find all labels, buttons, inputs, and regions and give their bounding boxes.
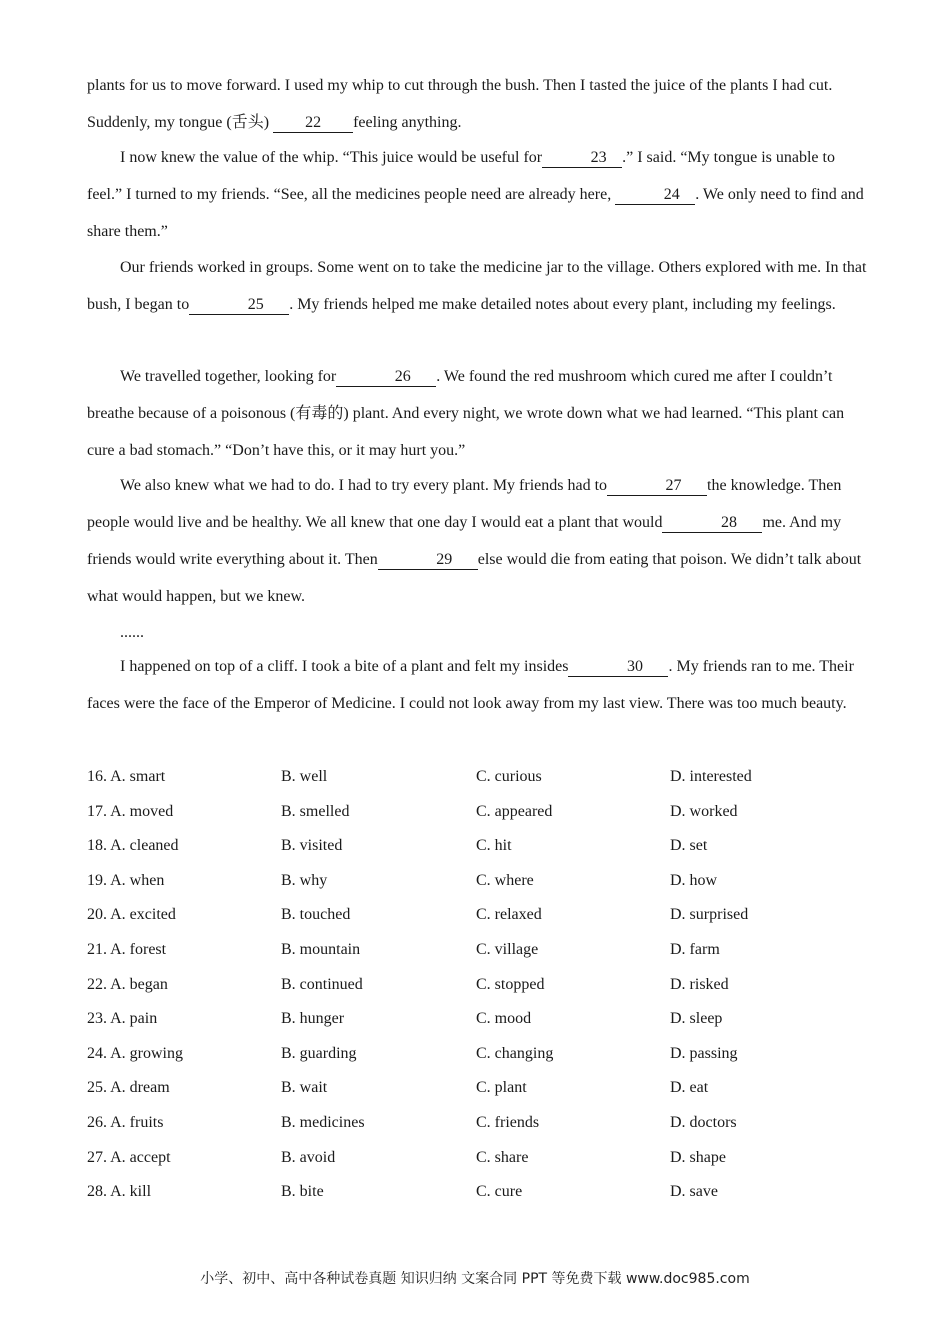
passage-text: . We found the red mushroom which cured me after I couldn’t breathe because of a poisonous (有毒的) plant. And every night, we wrote down what we had learned. “This plant can cure a bad stomach.” “Don’t have this, or it may hurt you.” <box>87 368 845 459</box>
option-c: C. where <box>476 871 534 889</box>
passage-text: me. And my friends would write everything about it. Then <box>87 514 842 568</box>
passage-paragraph-3 <box>87 249 867 323</box>
option-b: B. bite <box>281 1183 324 1201</box>
passage-text: . My friends ran to me. Their faces were the face of the Emperor of Medicine. I could not look away from my last view. There was too much beauty. <box>87 658 854 712</box>
option-b: B. continued <box>281 975 363 993</box>
option-b: B. touched <box>281 906 351 924</box>
option-a: 21. A. forest <box>87 940 167 958</box>
option-b: B. smelled <box>281 802 350 820</box>
question-options-row <box>87 760 867 795</box>
passage-text: Our friends worked in groups. Some went on to take the medicine jar to the village. Others explored with me. In that bush, I began to <box>87 259 867 313</box>
passage-paragraph-4 <box>87 358 867 469</box>
option-b: B. guarding <box>281 1044 357 1062</box>
passage-text: . My friends helped me make detailed notes about every plant, including my feelings. <box>289 296 836 313</box>
option-c: C. curious <box>476 768 542 785</box>
passage-text: We travelled together, looking for <box>120 368 337 385</box>
option-c: C. stopped <box>476 975 545 993</box>
option-a: 24. A. growing <box>87 1044 183 1062</box>
passage-text: I now knew the value of the whip. “This juice would be useful for <box>120 149 543 166</box>
question-options-row <box>87 968 867 1003</box>
passage-paragraph-2 <box>87 139 867 250</box>
option-d: D. how <box>670 871 718 889</box>
option-a: 18. A. cleaned <box>87 837 179 855</box>
question-options-row <box>87 864 867 899</box>
option-c: C. share <box>476 1148 529 1166</box>
option-b: B. visited <box>281 837 343 855</box>
option-c: C. changing <box>476 1044 554 1062</box>
option-b: B. mountain <box>281 940 361 958</box>
option-b: B. avoid <box>281 1148 336 1166</box>
passage-paragraph-1 <box>87 67 867 141</box>
passage-text: . We only need to find and share them.” <box>87 186 864 240</box>
passage-text: feeling anything. <box>353 114 462 131</box>
question-options-row <box>87 829 867 864</box>
option-b: B. well <box>281 768 328 785</box>
blank-23: 23 <box>542 149 622 168</box>
blank-26: 26 <box>336 368 436 387</box>
ellipsis: ...... <box>120 624 144 641</box>
option-a: 17. A. moved <box>87 802 174 820</box>
option-a: 25. A. dream <box>87 1079 170 1097</box>
question-options-row <box>87 1175 867 1210</box>
question-options-row <box>87 1106 867 1141</box>
option-d: D. save <box>670 1183 718 1201</box>
option-b: B. hunger <box>281 1010 345 1028</box>
passage-paragraph-5 <box>87 467 867 615</box>
option-d: D. doctors <box>670 1113 737 1131</box>
passage-text: else would die from eating that poison. We didn’t talk about what would happen, but we knew. <box>87 551 862 605</box>
passage-text: We also knew what we had to do. I had to try every plant. My friends had to <box>120 477 608 494</box>
option-a: 23. A. pain <box>87 1010 158 1028</box>
question-options-row <box>87 795 867 830</box>
option-c: C. hit <box>476 837 512 855</box>
question-options-row <box>87 1002 867 1037</box>
blank-24: 24 <box>615 186 695 205</box>
passage-text: I happened on top of a cliff. I took a bite of a plant and felt my insides <box>120 658 569 675</box>
option-b: B. why <box>281 871 328 889</box>
option-d: D. worked <box>670 802 738 820</box>
option-a: 20. A. excited <box>87 906 176 924</box>
option-c: C. cure <box>476 1183 523 1201</box>
option-d: D. farm <box>670 940 720 958</box>
option-a: 27. A. accept <box>87 1148 171 1166</box>
question-options-row <box>87 1071 867 1106</box>
option-c: C. appeared <box>476 802 553 820</box>
option-c: C. mood <box>476 1010 532 1028</box>
option-a: 22. A. began <box>87 975 168 993</box>
option-c: C. plant <box>476 1079 527 1097</box>
option-a: 19. A. when <box>87 871 165 889</box>
blank-30: 30 <box>568 658 668 677</box>
option-d: D. interested <box>670 768 752 785</box>
question-options-row <box>87 1037 867 1072</box>
passage-text: the knowledge. Then people would live and be healthy. We all knew that one day I would eat a plant that would <box>87 477 842 531</box>
option-b: B. medicines <box>281 1113 365 1131</box>
option-c: C. relaxed <box>476 906 542 924</box>
blank-27: 27 <box>607 477 707 496</box>
passage-text: .” I said. “My tongue is unable to feel.” I turned to my friends. “See, all the medicines people need are already here, <box>87 149 835 203</box>
passage-text: plants for us to move forward. I used my whip to cut through the bush. Then I tasted the juice of the plants I had cut. Suddenly, my tongue (舌头) <box>87 77 833 131</box>
question-options-row <box>87 898 867 933</box>
option-a: 28. A. kill <box>87 1183 152 1201</box>
option-d: D. passing <box>670 1044 738 1062</box>
option-d: D. sleep <box>670 1010 723 1028</box>
question-options-row <box>87 1141 867 1176</box>
option-d: D. risked <box>670 975 729 993</box>
blank-28: 28 <box>662 514 762 533</box>
blank-25: 25 <box>189 296 289 315</box>
option-d: D. set <box>670 837 708 855</box>
answer-options <box>87 760 867 1210</box>
option-a: 16. A. smart <box>87 768 166 785</box>
blank-29: 29 <box>378 551 478 570</box>
question-options-row <box>87 933 867 968</box>
blank-22: 22 <box>273 114 353 133</box>
option-c: C. village <box>476 940 539 958</box>
option-a: 26. A. fruits <box>87 1113 164 1131</box>
option-b: B. wait <box>281 1079 328 1097</box>
page-footer: 小学、初中、高中各种试卷真题 知识归纳 文案合同 PPT 等免费下载 www.doc985.com <box>200 1271 750 1287</box>
passage-paragraph-6 <box>87 648 867 722</box>
option-d: D. surprised <box>670 906 749 924</box>
option-c: C. friends <box>476 1113 540 1131</box>
option-d: D. eat <box>670 1079 709 1097</box>
option-d: D. shape <box>670 1148 726 1166</box>
